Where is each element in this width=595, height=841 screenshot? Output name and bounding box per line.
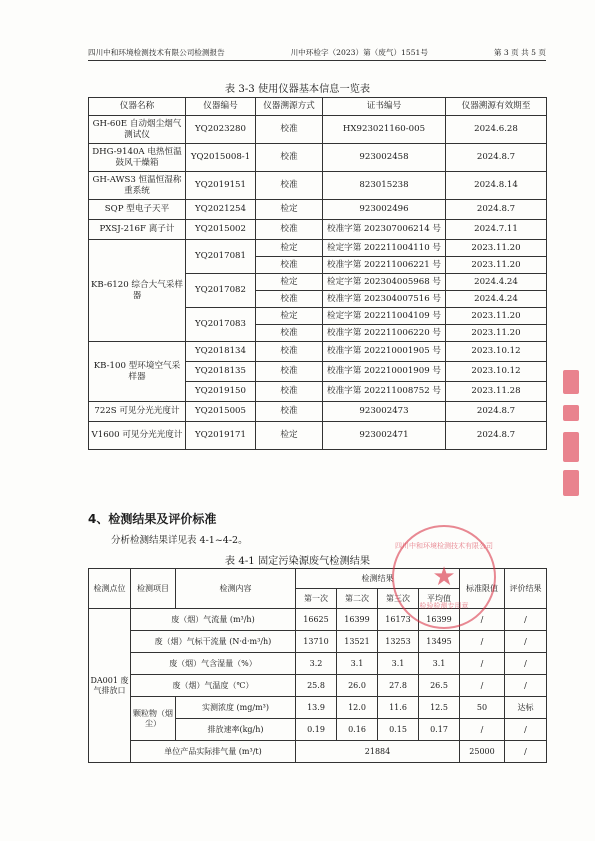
instrument-id: YQ2019150 (186, 382, 256, 402)
result-cell: 0.15 (378, 719, 419, 741)
result-cell: 27.8 (378, 675, 419, 697)
table-cell: YQ2015005 (186, 402, 256, 422)
instrument-name: DHG-9140A 电热恒温鼓风干燥箱 (89, 144, 186, 172)
result-cell: 12.5 (419, 697, 460, 719)
table-cell: 923002496 (323, 200, 446, 220)
table-cell: 校准 (256, 220, 323, 240)
instrument-name: GH-AWS3 恒温恒湿称重系统 (89, 172, 186, 200)
limit-cell: / (460, 675, 505, 697)
column-header: 仪器溯源方式 (256, 98, 323, 116)
table-cell: YQ2023280 (186, 116, 256, 144)
table-cell: 检定 (256, 308, 323, 325)
table-cell: 923002458 (323, 144, 446, 172)
table-cell: 校准 (256, 144, 323, 172)
limit-cell: 25000 (460, 741, 505, 763)
table-cell: 检定 (256, 274, 323, 291)
eval-cell: / (505, 741, 547, 763)
result-cell: 13.9 (296, 697, 337, 719)
header-eval: 评价结果 (505, 569, 547, 609)
result-cell: 13495 (419, 631, 460, 653)
page-header (88, 47, 546, 58)
table-row (89, 220, 547, 240)
table-cell: YQ2019151 (186, 172, 256, 200)
header-content: 检测内容 (176, 569, 296, 609)
seal-text: 四川中和环境检测技术有限公司 (395, 542, 493, 550)
emission-rate-label: 排放速率(kg/h) (176, 719, 296, 741)
result-cell: 12.0 (337, 697, 378, 719)
table-cell: 2023.10.12 (446, 342, 547, 362)
instrument-name: KB-100 型环境空气采样器 (89, 342, 186, 402)
eval-cell: / (505, 675, 547, 697)
result-cell: 3.1 (337, 653, 378, 675)
table-cell: 校准字第 202210001909 号 (323, 362, 446, 382)
instrument-id: YQ2017081 (186, 240, 256, 274)
eval-cell: / (505, 631, 547, 653)
result-cell: 16399 (337, 609, 378, 631)
table-cell: 2024.6.28 (446, 116, 547, 144)
table-cell: 校准字第 202307006214 号 (323, 220, 446, 240)
page-edge-stamp (563, 470, 579, 496)
column-header: 仪器编号 (186, 98, 256, 116)
table-cell: 校准 (256, 257, 323, 274)
table-row (89, 422, 547, 450)
table-cell: 校准字第 202211008752 号 (323, 382, 446, 402)
limit-cell: / (460, 719, 505, 741)
table-3-3-caption: 表 3-3 使用仪器基本信息一览表 (224, 84, 371, 95)
table-row (89, 116, 547, 144)
instrument-name: KB-6120 综合大气采样器 (89, 240, 186, 342)
table-cell: 检定字第 202211004110 号 (323, 240, 446, 257)
table-cell: 校准 (256, 382, 323, 402)
table-row (89, 172, 547, 200)
result-cell: 16173 (378, 609, 419, 631)
limit-cell: / (460, 631, 505, 653)
table-cell: 2023.11.28 (446, 382, 547, 402)
table-cell: 检定字第 202304005968 号 (323, 274, 446, 291)
seal-subtext: 检验检测专用章 (419, 602, 469, 610)
table-cell: 2024.7.11 (446, 220, 547, 240)
table-cell: YQ2021254 (186, 200, 256, 220)
table-cell: 2024.8.7 (446, 402, 547, 422)
instrument-id: YQ2017083 (186, 308, 256, 342)
table-cell: 校准 (256, 172, 323, 200)
limit-cell: 50 (460, 697, 505, 719)
table-4-1-caption: 表 4-1 固定污染源废气检测结果 (224, 556, 371, 567)
table-cell: 2023.11.20 (446, 257, 547, 274)
result-cell: 13521 (337, 631, 378, 653)
table-cell: 校准 (256, 342, 323, 362)
flow-label: 废（烟）气流量 (m³/h) (131, 609, 296, 631)
table-cell: 2024.8.7 (446, 422, 547, 450)
instrument-name: PXSJ-216F 离子计 (89, 220, 186, 240)
result-cell: 0.16 (337, 719, 378, 741)
column-header: 仪器溯源有效期至 (446, 98, 547, 116)
table-cell: 校准字第 202211006221 号 (323, 257, 446, 274)
header-item: 检测项目 (131, 569, 176, 609)
table-cell: 检定 (256, 200, 323, 220)
instrument-table (88, 97, 547, 450)
result-cell: 0.17 (419, 719, 460, 741)
table-cell: 校准 (256, 362, 323, 382)
result-cell: 0.19 (296, 719, 337, 741)
table-row (89, 144, 547, 172)
table-cell: YQ2015008-1 (186, 144, 256, 172)
table-row (89, 240, 547, 257)
header-point: 检测点位 (89, 569, 131, 609)
result-cell: 16625 (296, 609, 337, 631)
result-cell: 25.8 (296, 675, 337, 697)
table-cell: 2023.11.20 (446, 240, 547, 257)
particulate-item: 颗粒物（烟尘） (131, 697, 176, 741)
result-cell: 3.1 (378, 653, 419, 675)
unit-exhaust-value: 21884 (296, 741, 460, 763)
table-row (89, 402, 547, 422)
result-cell: 13710 (296, 631, 337, 653)
std-flow-label: 废（烟）气标干流量 (N·d·m³/h) (131, 631, 296, 653)
result-cell: 3.1 (419, 653, 460, 675)
instrument-id: YQ2018135 (186, 362, 256, 382)
table-cell: 2023.10.12 (446, 362, 547, 382)
result-cell: 26.0 (337, 675, 378, 697)
page-edge-stamp (563, 405, 579, 421)
table-cell: 检定 (256, 240, 323, 257)
instrument-name: GH-60E 自动烟尘烟气测试仪 (89, 116, 186, 144)
column-header: 仪器名称 (89, 98, 186, 116)
limit-cell: / (460, 653, 505, 675)
limit-cell: / (460, 609, 505, 631)
table-row (89, 98, 547, 116)
table-cell: 2023.11.20 (446, 325, 547, 342)
table-row (89, 200, 547, 220)
table-cell: 校准 (256, 116, 323, 144)
instrument-id: YQ2018134 (186, 342, 256, 362)
header-average: 平均值 (419, 589, 460, 609)
eval-cell: 达标 (505, 697, 547, 719)
table-cell: 校准 (256, 291, 323, 308)
table-cell: 923002471 (323, 422, 446, 450)
table-cell: 2023.11.20 (446, 308, 547, 325)
table-cell: 2024.4.24 (446, 291, 547, 308)
section-4-title: 4、检测结果及评价标准 (88, 512, 217, 526)
table-cell: 校准字第 202304007516 号 (323, 291, 446, 308)
page-number: 第 3 页 共 5 页 (493, 48, 546, 57)
emission-results-table (88, 568, 547, 763)
instrument-name: SQP 型电子天平 (89, 200, 186, 220)
table-cell: 校准字第 202210001905 号 (323, 342, 446, 362)
result-cell: 16399 (419, 609, 460, 631)
header-limit: 标准限值 (460, 569, 505, 609)
header-results: 检测结果 (296, 569, 460, 589)
table-cell: 检定 (256, 422, 323, 450)
table-cell: 校准 (256, 402, 323, 422)
concentration-label: 实测浓度 (mg/m³) (176, 697, 296, 719)
company-name: 四川中和环境检测技术有限公司检测报告 (88, 48, 225, 57)
result-cell: 11.6 (378, 697, 419, 719)
moisture-label: 废（烟）气含湿量（%） (131, 653, 296, 675)
result-cell: 26.5 (419, 675, 460, 697)
header-run-2: 第二次 (337, 589, 378, 609)
table-cell: 校准字第 202211006220 号 (323, 325, 446, 342)
unit-exhaust-label: 单位产品实际排气量 (m³/t) (131, 741, 296, 763)
table-row (89, 342, 547, 362)
report-number: 川中环检字（2023）第（废气）1551号 (290, 48, 428, 57)
table-cell: 2024.8.14 (446, 172, 547, 200)
instrument-name: 722S 可见分光光度计 (89, 402, 186, 422)
table-cell: 2024.4.24 (446, 274, 547, 291)
instrument-name: V1600 可见分光光度计 (89, 422, 186, 450)
table-cell: 检定字第 202211004109 号 (323, 308, 446, 325)
table-cell: 2024.8.7 (446, 144, 547, 172)
result-cell: 3.2 (296, 653, 337, 675)
eval-cell: / (505, 719, 547, 741)
instrument-id: YQ2017082 (186, 274, 256, 308)
table-cell: 校准 (256, 325, 323, 342)
table-cell: HX923021160-005 (323, 116, 446, 144)
header-run-3: 第三次 (378, 589, 419, 609)
eval-cell: / (505, 653, 547, 675)
section-4-paragraph: 分析检测结果详见表 4-1~4-2。 (111, 535, 248, 546)
table-cell: YQ2015002 (186, 220, 256, 240)
table-cell: 923002473 (323, 402, 446, 422)
column-header: 证书编号 (323, 98, 446, 116)
header-run-1: 第一次 (296, 589, 337, 609)
result-cell: 13253 (378, 631, 419, 653)
table-cell: 823015238 (323, 172, 446, 200)
header-divider (88, 60, 546, 61)
seal-star-icon: ★ (432, 562, 456, 592)
sampling-point: DA001 废气排放口 (89, 609, 131, 763)
page-edge-stamp (563, 432, 579, 462)
table-cell: 2024.8.7 (446, 200, 547, 220)
eval-cell: / (505, 609, 547, 631)
temperature-label: 废（烟）气温度（℃） (131, 675, 296, 697)
table-cell: YQ2019171 (186, 422, 256, 450)
page-edge-stamp (563, 370, 579, 394)
